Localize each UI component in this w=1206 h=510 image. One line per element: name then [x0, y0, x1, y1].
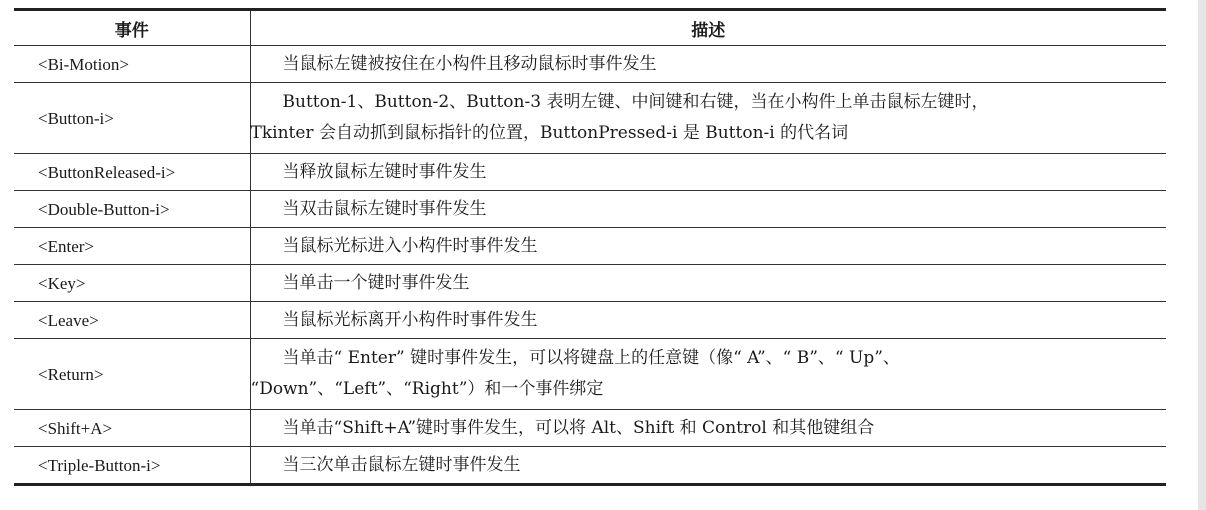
page-edge-shadow: [1198, 0, 1206, 510]
event-cell: <Bi-Motion>: [14, 46, 250, 83]
event-cell: <Return>: [14, 339, 250, 410]
table-row: [14, 265, 1166, 302]
description-line: 当鼠标光标进入小构件时事件发生: [282, 235, 538, 256]
table-row: [14, 339, 1166, 410]
table-row: [14, 447, 1166, 485]
description-line: Tkinter 会自动抓到鼠标指针的位置，ButtonPressed-i 是 Button-i 的代名词: [250, 123, 849, 143]
description-line: 当双击鼠标左键时事件发生: [282, 198, 487, 219]
header-description: 描述: [250, 10, 1166, 46]
table-row: [14, 46, 1166, 83]
event-cell: <Key>: [14, 265, 250, 302]
description-line: 当释放鼠标左键时事件发生: [282, 161, 487, 182]
description-cell: [250, 191, 1166, 228]
event-cell: <ButtonReleased-i>: [14, 154, 250, 191]
table-row: [14, 191, 1166, 228]
event-cell: <Leave>: [14, 302, 250, 339]
table-row: [14, 302, 1166, 339]
table-row: [14, 228, 1166, 265]
event-table: [14, 8, 1166, 486]
table-row: [14, 410, 1166, 447]
description-line: 当鼠标左键被按住在小构件且移动鼠标时事件发生: [282, 53, 657, 74]
description-cell: [250, 410, 1166, 447]
event-cell: <Double-Button-i>: [14, 191, 250, 228]
event-cell: <Shift+A>: [14, 410, 250, 447]
description-cell: [250, 302, 1166, 339]
table-row: [14, 83, 1166, 154]
event-cell: <Button-i>: [14, 83, 250, 154]
table-row: [14, 154, 1166, 191]
description-line: “Down”、“Left”、“Right”）和一个事件绑定: [250, 379, 604, 399]
description-cell: [250, 228, 1166, 265]
event-cell: <Enter>: [14, 228, 250, 265]
description-line: 当三次单击鼠标左键时事件发生: [282, 454, 521, 475]
description-line: 当单击“ Enter” 键时事件发生，可以将键盘上的任意键（像“ A”、“ B”、“ Up”、: [282, 348, 900, 368]
header-event: 事件: [14, 10, 250, 46]
description-line: 当鼠标光标离开小构件时事件发生: [282, 309, 538, 330]
description-line: Button-1、Button-2、Button-3 表明左键、中间键和右键，当在小构件上单击鼠标左键时，: [282, 92, 989, 112]
event-cell: <Triple-Button-i>: [14, 447, 250, 485]
description-line: 当单击一个键时事件发生: [282, 272, 470, 293]
description-cell: [250, 339, 1166, 410]
description-cell: [250, 447, 1166, 485]
table-header-row: [14, 10, 1166, 46]
description-cell: [250, 83, 1166, 154]
description-cell: [250, 46, 1166, 83]
description-cell: [250, 265, 1166, 302]
description-cell: [250, 154, 1166, 191]
description-line: 当单击“Shift+A”键时事件发生，可以将 Alt、Shift 和 Control 和其他键组合: [282, 417, 875, 438]
